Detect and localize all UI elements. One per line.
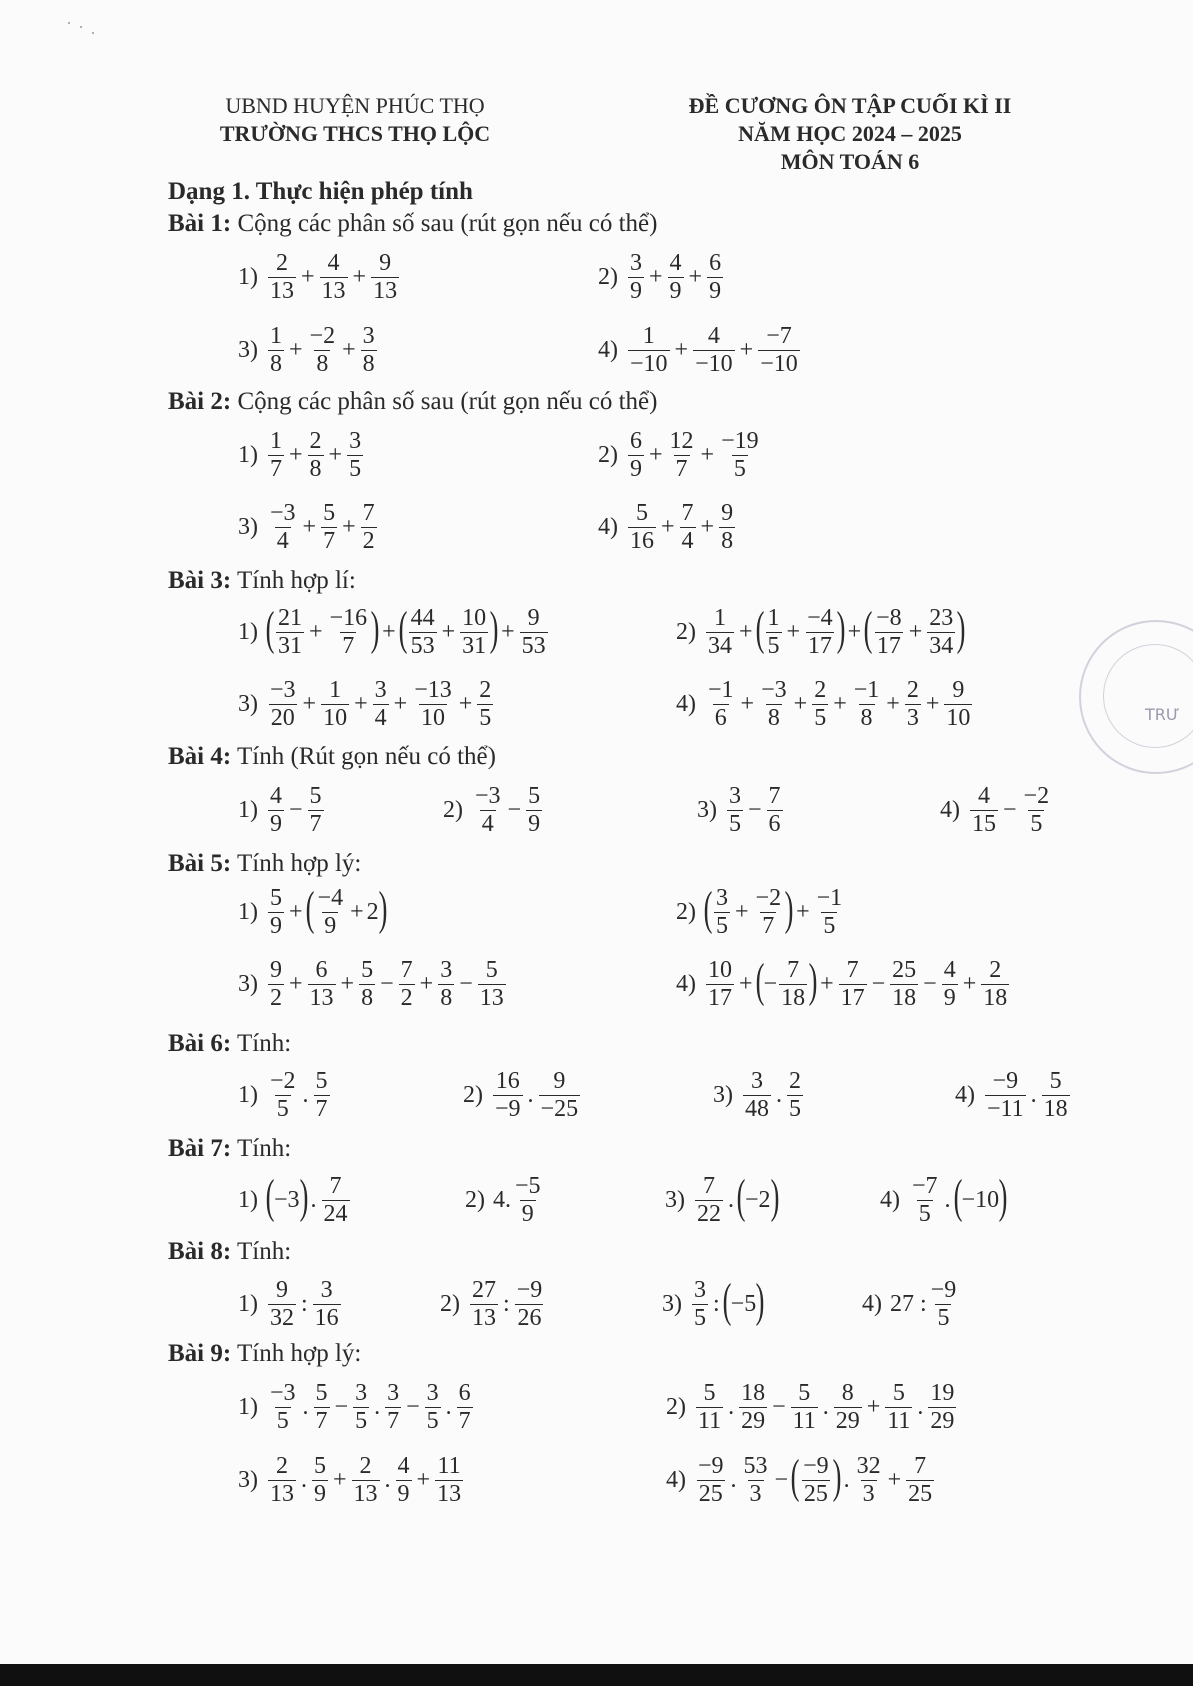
bai-text: Tính hợp lí: <box>231 567 356 594</box>
bai-4-heading <box>168 743 496 771</box>
bai-9-row-1 <box>0 1375 1193 1439</box>
expression: 3) 3 5 : ( −5 ) <box>662 1274 765 1331</box>
bai-2-row-2 <box>0 495 1193 559</box>
expression: 1) ( 21 31 + $\frac{-16}{7}$ ) + ( 44 53 + $\frac{10}{31}$ ) + $\frac{9}{53}$ <box>238 602 546 659</box>
bai-5-heading <box>168 850 361 878</box>
bai-5-row-1 <box>0 880 1193 944</box>
bai-label: Bài 7: <box>168 1135 232 1162</box>
header-district: UBND HUYỆN PHÚC THỌ <box>225 93 485 118</box>
expression: 3) 2 13 . 5 9 + $\frac{2}{13}$ . 4 9 + $\frac{11}{13}$ <box>238 1452 462 1507</box>
bai-text: Tính: <box>231 1135 292 1162</box>
bai-label: Bài 6: <box>168 1030 232 1057</box>
bai-label: Bài 9: <box>168 1340 232 1367</box>
header-title: ĐỀ CƯƠNG ÔN TẬP CUỐI KÌ II <box>688 93 1012 118</box>
bai-6-heading <box>168 1030 291 1058</box>
bai-text: Tính: <box>231 1238 292 1265</box>
scan-speck <box>80 26 82 28</box>
expression: 1) 2 13 + $\frac{4}{13}$ + $\frac{9}{13}$ <box>238 249 398 304</box>
bai-label: Bài 5: <box>168 850 232 877</box>
expression: 1) 1 7 + $\frac{2}{8}$ + $\frac{3}{5}$ <box>238 427 362 482</box>
expression: 1) −2 5 . 5 7 <box>238 1067 328 1122</box>
expression: 1) 4 9 − $\frac{5}{7}$ <box>238 782 322 837</box>
expression: 3) −3 20 + $\frac{1}{10}$ + $\frac{3}{4}$ + $\frac{-13}{10}$ + $\frac{2}{5}$ <box>238 676 492 731</box>
expression: 4) −9 −11 . 5 18 <box>955 1067 1068 1122</box>
bai-text: Tính (Rút gọn nếu có thể) <box>231 743 496 770</box>
bai-4-row-1 <box>0 778 1193 842</box>
bai-9-heading <box>168 1340 361 1368</box>
expression: 2) 6 9 + $\frac{12}{7}$ + $\frac{-19}{5}$ <box>598 427 759 482</box>
bai-text: Tính hợp lý: <box>231 1340 362 1367</box>
expression: 4) −1 6 + $\frac{-3}{8}$ + $\frac{2}{5}$ + $\frac{-1}{8}$ + $\frac{2}{3}$ + $\frac{9}{10}$ <box>676 676 971 731</box>
expression: 2) 16 −9 . 9 −25 <box>463 1067 579 1122</box>
bai-text: Tính hợp lý: <box>231 850 362 877</box>
bai-3-row-1 <box>0 600 1193 664</box>
bai-text: Tính: <box>231 1030 292 1057</box>
expression: 3) 3 5 − $\frac{7}{6}$ <box>697 782 781 837</box>
header-year: NĂM HỌC 2024 – 2025 <box>738 121 962 146</box>
header-subject: MÔN TOÁN 6 <box>780 149 920 174</box>
bai-label: Bài 4: <box>168 743 232 770</box>
bai-5-row-2 <box>0 952 1193 1016</box>
bai-2-heading <box>168 388 657 416</box>
expression: 2) 1 34 + ( 1 5 + $\frac{-4}{17}$ ) + ( −8 17 + $\frac{23}{34}$ ) <box>676 602 966 659</box>
bai-3-row-2 <box>0 672 1193 736</box>
expression: 1) 9 32 : 3 16 <box>238 1276 339 1331</box>
expression: 3) 3 48 . 2 5 <box>713 1067 801 1122</box>
expression: 3) −3 4 + $\frac{5}{7}$ + $\frac{7}{2}$ <box>238 499 375 554</box>
section-title: Dạng 1. Thực hiện phép tính <box>168 178 473 205</box>
expression: 2) 3 9 + $\frac{4}{9}$ + $\frac{6}{9}$ <box>598 249 722 304</box>
bai-1-row-1 <box>0 245 1193 309</box>
expression: 4) 10 17 + ( − $\frac{7}{18}$ ) + $\frac{7}{17}$ − $\frac{25}{18}$ − $\frac{4}{9}$ + $\frac{2}{18}$ <box>676 954 1008 1011</box>
expression: 2) 27 13 : −9 26 <box>440 1276 543 1331</box>
expression: 1) −3 5 . 5 7 − $\frac{3}{5}$ . 3 7 − $\frac{3}{5}$ . 6 7 <box>238 1379 471 1434</box>
bai-2-row-1 <box>0 423 1193 487</box>
bai-label: Bài 1: <box>168 210 232 237</box>
bai-9-row-2 <box>0 1448 1193 1512</box>
scan-speck <box>68 22 70 24</box>
expression: 2) ( 3 5 + $\frac{-2}{7}$ ) + $\frac{-1}{5}$ <box>676 882 843 939</box>
bai-7-row-1 <box>0 1168 1193 1232</box>
bai-8-heading <box>168 1238 291 1266</box>
bai-6-row-1 <box>0 1063 1193 1127</box>
bai-8-row-1 <box>0 1272 1193 1336</box>
scan-bottom-edge <box>0 1664 1193 1686</box>
expression: 2) 4. −5 9 <box>465 1172 541 1227</box>
scan-speck <box>92 32 94 34</box>
bai-7-heading <box>168 1135 291 1163</box>
expression: 2) 5 11 . 18 29 − $\frac{5}{11}$ . 8 29 + $\frac{5}{11}$ . 19 29 <box>666 1379 955 1434</box>
expression: 3) 1 8 + $\frac{-2}{8}$ + $\frac{3}{8}$ <box>238 322 375 377</box>
expression: 4) 4 15 − $\frac{-2}{5}$ <box>940 782 1050 837</box>
bai-1-row-2 <box>0 318 1193 382</box>
header-school: TRƯỜNG THCS THỌ LỘC <box>219 121 491 146</box>
expression: 3) 7 22 . ( −2 ) <box>665 1170 779 1227</box>
expression: 2) −3 4 − $\frac{5}{9}$ <box>443 782 541 837</box>
expression: 4) 1 −10 + $\frac{4}{-10}$ + $\frac{-7}{-10}$ <box>598 322 798 377</box>
bai-label: Bài 3: <box>168 567 232 594</box>
bai-label: Bài 2: <box>168 388 232 415</box>
bai-text: Cộng các phân số sau (rút gọn nếu có thể) <box>231 388 658 415</box>
expression: 4) 27 : −9 5 <box>862 1276 957 1331</box>
expression: 4) −7 5 . ( −10 ) <box>880 1170 1008 1227</box>
expression: 4) 5 16 + $\frac{7}{4}$ + $\frac{9}{8}$ <box>598 499 734 554</box>
expression: 4) −9 25 . 53 3 − ( −9 25 ) . 32 3 + $\frac{7}{25}$ <box>666 1450 933 1507</box>
bai-3-heading <box>168 567 356 595</box>
stamp-text: TRƯ <box>1145 705 1180 724</box>
expression: 3) 9 2 + $\frac{6}{13}$ + $\frac{5}{8}$ − $\frac{7}{2}$ + $\frac{3}{8}$ − $\frac{5}{13}$ <box>238 956 504 1011</box>
bai-1-heading <box>168 210 657 238</box>
bai-text: Cộng các phân số sau (rút gọn nếu có thể) <box>231 210 658 237</box>
expression: 1) ( −3 ) . 7 24 <box>238 1170 348 1227</box>
bai-label: Bài 8: <box>168 1238 232 1265</box>
expression: 1) 5 9 + ( −4 9 + 2 ) <box>238 882 388 939</box>
